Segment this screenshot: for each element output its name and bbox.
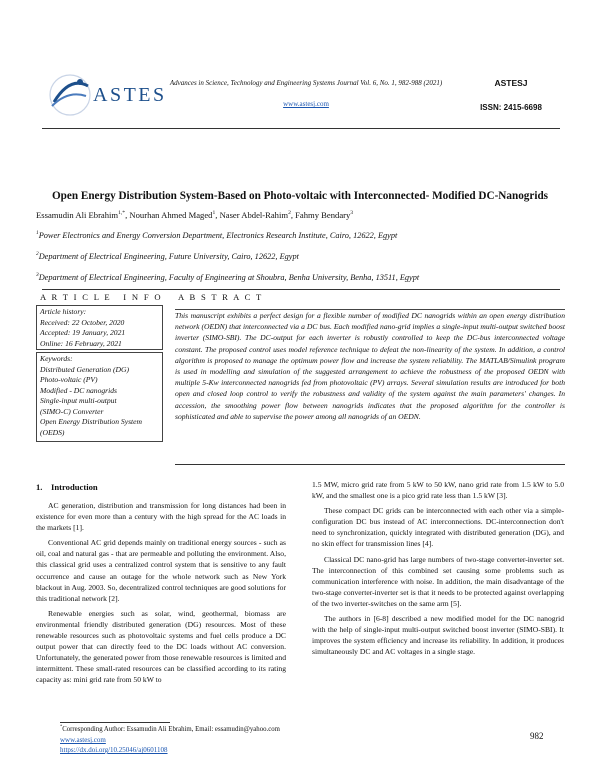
page-number: 982 <box>530 731 544 741</box>
right-column <box>312 479 564 661</box>
paragraph: 1.5 MW, micro grid rate from 5 kW to 50 kW, nano grid rate from 1.5 kW to 5.0 kW, and the smallest one is a pico grid rate less than 1.5 kW [3]. <box>312 480 564 501</box>
affiliation-num: 2 <box>36 251 39 258</box>
abstract-bottom-rule <box>175 464 565 465</box>
received-date: Received: 22 October, 2020 <box>40 317 125 327</box>
author-sup: 1,* <box>118 210 126 217</box>
info-top-rule <box>42 289 560 290</box>
affiliation-3 <box>36 273 419 282</box>
issn: ISSN: 2415-6698 <box>480 103 542 112</box>
footer-doi[interactable]: https://dx.doi.org/10.25046/aj0601108 <box>60 746 168 754</box>
journal-name: Advances in Science, Technology and Engineering Systems Journal Vol. 6, No. 1, 982-988 (2021) <box>169 79 443 87</box>
section-heading: 1. Introduction <box>36 482 98 492</box>
accepted-date: Accepted: 19 January, 2021 <box>40 328 126 337</box>
keyword: Distributed Generation (DG) <box>40 364 130 374</box>
affiliation-1 <box>36 231 397 240</box>
author-sep: , <box>290 210 296 220</box>
keyword: (SIMO-C) Converter <box>40 406 104 416</box>
paragraph: AC generation, distribution and transmission for long distances had been in existence for even more than a century with the high spread for the AC loads in the markets [1]. <box>36 501 286 533</box>
paragraph: Conventional AC grid depends mainly on traditional energy sources - such as oil, coal and natural gas - that are permeable and polluting the environment. Also, this classical grid uses a centralized control system that is sensitive to any fault occurrence and cause an outage for the whole network such as New York blackout in Aug. 2003. So, decentralized control techniques are good solutions for this traditional network [2]. <box>36 538 286 603</box>
footnote-mark: * <box>60 723 63 729</box>
affiliation-text: Department of Electrical Engineering, Faculty of Engineering at Shoubra, Benha University, Benha, 13511, Egypt <box>38 273 420 282</box>
keywords-label: Keywords: <box>40 354 73 363</box>
keyword: (OEDS) <box>40 427 65 437</box>
corresponding-author-footnote <box>60 723 280 733</box>
author-sep: , <box>125 210 130 220</box>
paragraph: Renewable energies such as solar, wind, geothermal, biomass are environmental friendly distributed generation (DG) resources. Most of these renewable resources such as photovoltaic systems and fuel cells produce a DC output power that can directly feed to the DC loads without AC conversion. Unfortunately, the generated power from those renewable resources is limited and intermittent. These small-rated resources can be classified according to its rating capacity as: mini grid rate from 50 kW to <box>36 608 286 685</box>
author-sup: 1 <box>212 210 216 217</box>
author-sup: 3 <box>350 210 354 217</box>
affiliation-text: Department of Electrical Engineering, Future University, Cairo, 12622, Egypt <box>38 252 299 261</box>
footnote-text: Corresponding Author: Essamudin Ali Ebrahim, Email: essamudin@yahoo.com <box>62 726 280 733</box>
abstract-heading: A B S T R A C T <box>178 292 264 302</box>
history-label: Article history: <box>40 307 87 316</box>
author-name: Essamudin Ali Ebrahim <box>36 210 119 220</box>
article-history-box <box>36 305 163 350</box>
affiliation-num: 3 <box>36 272 39 279</box>
keyword: Open Energy Distribution System <box>40 417 143 426</box>
online-date: Online: 16 February, 2021 <box>40 338 122 348</box>
paragraph: These compact DC grids can be interconnected with each other via a simple-configuration DC bus instead of AC interconnections. DC-interconnection don't need to synchronization, quickly integrated with distributed generation (DG), and no skin effect for transmission lines [4]. <box>312 506 564 549</box>
header-rule <box>42 128 560 129</box>
author-sup: 2 <box>288 210 291 217</box>
affiliation-2 <box>36 252 299 261</box>
keyword: Photo-voltaic (PV) <box>40 375 98 384</box>
keywords-box <box>36 352 163 442</box>
footnote-rule <box>60 722 170 723</box>
article-info-heading: A R T I C L E I N F O <box>40 292 163 302</box>
author-name: Fahmy Bendary <box>295 210 351 220</box>
journal-url[interactable]: www.astesj.com <box>283 100 329 108</box>
author-list <box>36 210 353 220</box>
journal-abbr: ASTESJ <box>494 78 528 88</box>
logo-text: ASTES <box>93 84 167 106</box>
paragraph: Classical DC nano-grid has large numbers of two-stage converter-inverter set. The interconnection of this combined set causing some problems such as communication interference with noise. In addition, the main disadvantage of the two-stage converter-inverter set is that it needs to be protected against overlapping of the two inverter-switches on the same arm [5]. <box>312 554 564 608</box>
abstract-text: This manuscript exhibits a perfect design for a flexible number of modified DC nanogrids within an open energy distribution network (OEDN) that interconnected via a DC bus. Each modified nano-grid implies a single-input multi-output switched boost inverter (SIMO-SBI). The DC-output for each inverter is robustly controlled to keep the DC-bus interconnected voltage constant. The proposed control uses model reference technique to defeat the non-linearity of the system. In addition, a control algorithm is proposed to manage the optimum power flow and increase the system reliability. The MATLAB/Simulink program is used in modelling and simulation of the suggested arrangement to achieve the robustness of the proposed OEDN with multiple 5-Kw interconnected nanogrids fed from photovoltaic (PV) arrays. Several simulation results are introduced for both open and closed loop control to verify the robustness and validity of the system against the main parameters' changes. In accession, the smoothing power flow between nanogrids indicates that the proposed algorithm for the controller is sophisticated and able to supervise the power among all nanogrids of an OEDN. <box>175 311 565 421</box>
left-column <box>36 500 286 690</box>
keyword: Modified - DC nanogrids <box>40 385 117 395</box>
footer-url[interactable]: www.astesj.com <box>60 736 106 744</box>
author-name: Naser Abdel-Rahim <box>219 210 289 220</box>
keyword: Single-input multi-output <box>40 396 117 405</box>
affiliation-text: Power Electronics and Energy Conversion Department, Electronics Research Institute, Cairo, 12622, Egypt <box>38 231 398 240</box>
affiliation-num: 1 <box>36 230 39 237</box>
author-name: Nourhan Ahmed Maged <box>129 210 213 220</box>
paragraph: The authors in [6-8] described a new modified model for the DC nanogrid with the help of single-input multi-output switched boost inverter (SIMO-SBI). It improves the system efficiency and increase its reliability. In addition, it produces simultaneously DC and AC voltages in a single stage. <box>312 614 564 657</box>
paper-title: Open Energy Distribution System-Based on Photo-voltaic with Interconnected- Modified DC-Nanogrids <box>51 190 549 202</box>
author-sep: , <box>215 210 220 220</box>
